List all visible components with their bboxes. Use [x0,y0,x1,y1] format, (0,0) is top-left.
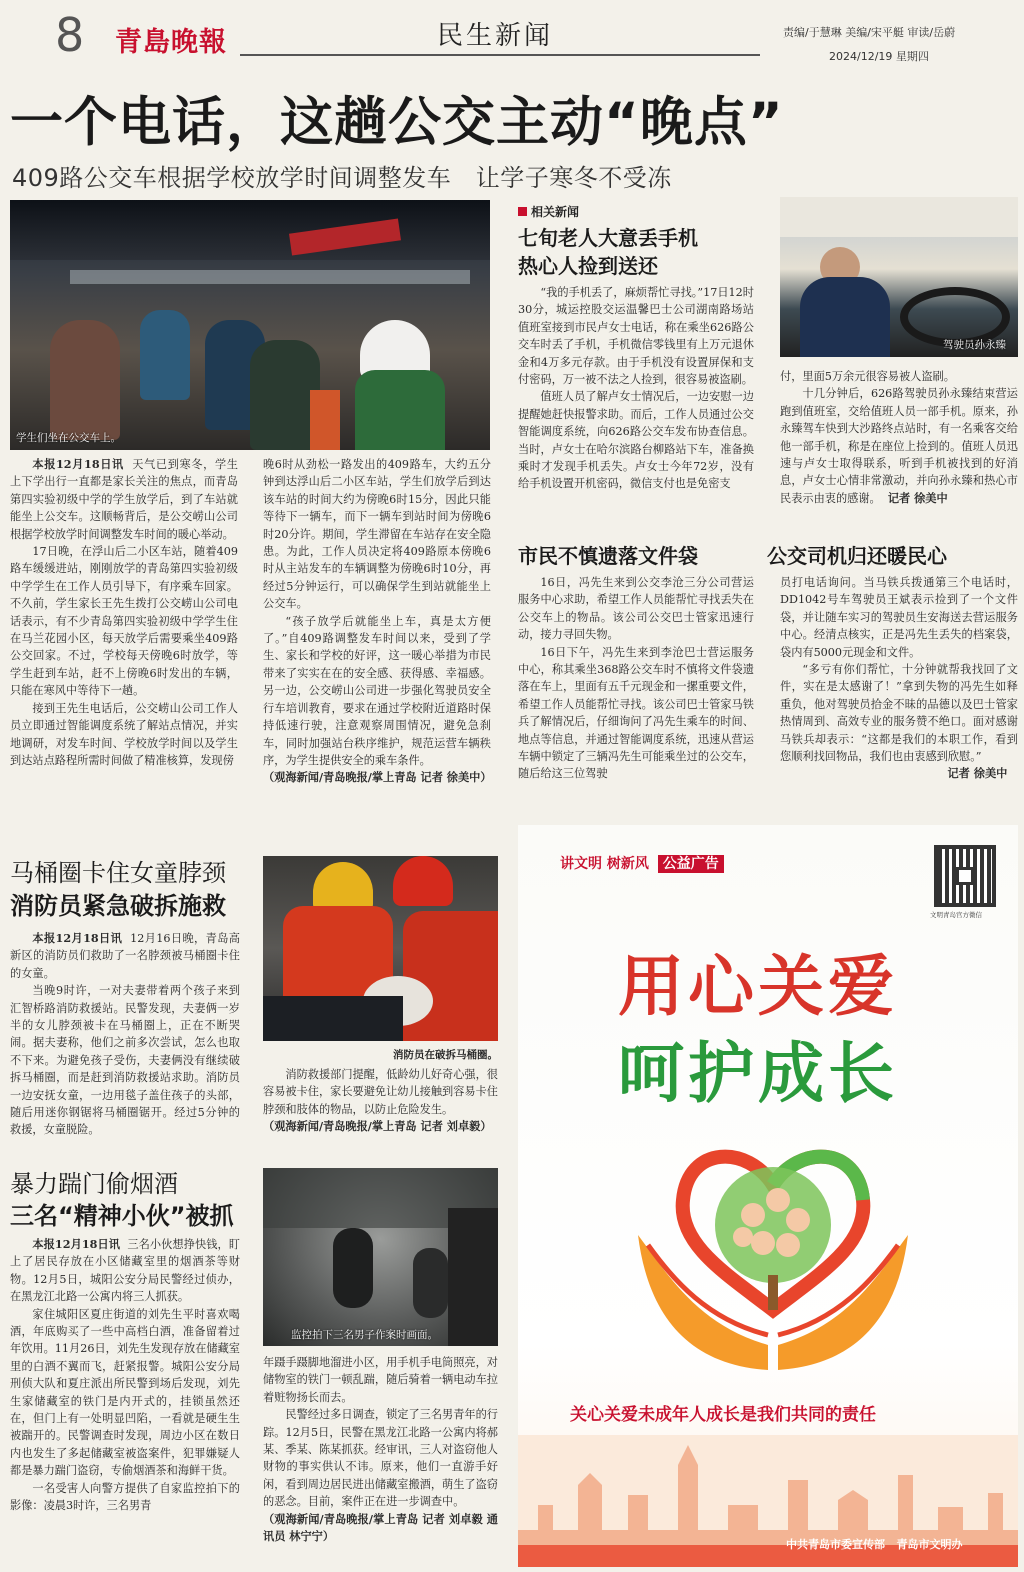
bus-photo-caption: 学生们坐在公交车上。 [16,432,121,444]
public-service-ad [518,825,1018,1567]
lead-col2-p2: “孩子放学后就能坐上车，真是太方便了。”自409路调整发车时间以来，受到了学生、家长和学校的好评，这一暖心举措为市民带来了实实在在的安全感、获得感、幸福感。另一边，公交崂山公司进一步强化驾驶员安全行车培训教育，要求在通过学校附近道路时保持低速行驶，注意观察周围情况，避免急刹车，同时加强站台秩序维护，规范运营车辆秩序，为学生提供安全的乘车条件。 [263,614,491,767]
lead-story-col2 [263,456,491,787]
toilet-p3: 消防救援部门提醒，低龄幼儿好奇心强，很容易被卡住，家长要避免让幼儿接触到容易卡住脖颈和肢体的物品，以防止危险发生。 [263,1068,498,1116]
related-p3: 付，里面5万余元很容易被人盗刷。 [780,370,955,383]
toilet-col1 [10,930,240,1139]
theft-headline-2: 三名“精神小伙”被抓 [10,1202,234,1230]
document-p3: 员打电话询问。当马铁兵拨通第三个电话时，DD1042号车驾驶员王斌表示捡到了一个文件袋，并让随车实习的驾驶员生安海送去营运服务中心。经清点核实，正是冯先生丢失的档案袋，袋内有5000元现金和文件。 [780,576,1018,659]
related-credit: 记者 徐美中 [887,490,948,505]
theft-p1: 三名小伙想挣快钱，盯上了居民存放在小区储藏室里的烟酒茶等财物。12月5日，城阳公安分局民警经过侦办，在黑龙江北路一公寓内将三人抓获。 [10,1238,240,1304]
theft-p4: 年蹑手蹑脚地溜进小区，用手机手电筒照亮，对储物室的铁门一顿乱踹，随后骑着一辆电动车拉着赃物扬长而去。 [263,1356,498,1404]
surveillance-photo [263,1168,498,1346]
lead-dateline: 本报12月18日讯 [32,457,124,471]
masthead-logo: 青島晚報 [115,27,227,58]
document-headline-right: 公交司机归还暖民心 [767,544,947,568]
theft-p3: 一名受害人向警方提供了自家监控拍下的影像：凌晨3时许，三名男青 [10,1481,240,1513]
document-p2: 16日下午，冯先生来到李沧巴士营运服务中心，称其乘坐368路公交车时不慎将文件袋遗落在车上，里面有五千元现金和一摞重要文件，希望工作人员能帮忙寻找。该公司巴士管家马铁兵了解情况后，仔细询问了冯先生乘车的时间、地点等信息，并通过智能调度系统，迅速从营运车辆中锁定了三辆冯先生可能乘坐过的公交车，随后给这三位驾驶 [518,645,754,781]
section-title: 民生新闻 [437,21,554,51]
ad-title-1: 用心关爱 [618,948,898,1025]
related-p1: “我的手机丢了，麻烦帮忙寻找。”17日12时30分，城运控股交运温馨巴士公司湖南路场站值班室接到市民卢女士电话，称在乘坐626路公交车时丢了手机，手机微信零钱里有上万元退休金和4万多元存款。由于手机没有设置屏保和支付密码，万一被不法之人捡到，很容易被盗刷。 [518,286,754,387]
page-number: 8 [55,8,85,62]
toilet-headline-2: 消防员紧急破拆施救 [10,892,226,920]
document-credit: 记者 徐美中 [947,766,1008,781]
lead-story-col1 [10,456,238,769]
document-p4: “多亏有你们帮忙，十分钟就帮我找回了文件，实在是太感谢了！”拿到失物的冯先生如释重负，他对驾驶员拾金不昧的品德以及巴士管家热情周到、高效专业的服务赞不绝口。面对感谢马铁兵却表示：“这都是我们的本职工作，看到您顺利找回物品，我们也由衷感到欣慰。” [780,663,1018,764]
document-headline-left: 市民不慎遗落文件袋 [518,544,698,568]
document-p1: 16日，冯先生来到公交李沧三分公司营运服务中心求助，希望工作人员能帮忙寻找丢失在公交车上的物品。该公司公交巴士管家迅速行动，接力寻回失物。 [518,576,754,642]
theft-credit: （观海新闻/青岛晚报/掌上青岛 记者 刘卓毅 通讯员 林宁宁） [263,1511,498,1544]
hands-heart-illustration [628,1125,918,1375]
document-col2 [780,574,1018,783]
lead-col1-p2: 17日晚，在浮山后二小区车站，随着409路车缓缓进站，刚刚放学的青岛第四实验初级中学学生在工作人员引导下，有序乘车回家。不久前，学生家长王先生拨打公交崂山公司电话表示，有不少青岛第四实验初级中学学生住在马兰花园小区，每天放学后需要乘坐409路公交回家。不过，学校每天傍晚6时放学，等学生赶到车站，赶不上傍晚6时发出的车辆，只能在寒风中等待下一趟。 [10,545,238,698]
lead-credit: （观海新闻/青岛晚报/掌上青岛 记者 徐美中） [263,770,492,785]
toilet-p1: 12月16日晚，青岛高新区的消防员们救助了一名脖颈被马桶圈卡住的女童。 [10,932,240,980]
ad-tagline: 关心关爱未成年人成长是我们共同的责任 [570,1405,876,1425]
bus-photo [10,200,490,450]
lead-col1-p1: 天气已到寒冬，学生上下学出行一直都是家长关注的焦点，而青岛第四实验初级中学的学生放学后，到了车站就能坐上公交车。这顺畅背后，是公交崂山公司根据学校放学时间调整发车时间的暖心举动。 [10,458,238,541]
related-p2: 值班人员了解卢女士情况后，一边安慰一边提醒她赶快报警求助。而后，工作人员通过公交智能调度系统，向626路公交车发布协查信息。当时，卢女士在哈尔滨路台柳路站下车，准备换乘时才发现手机丢失。卢女士今年72岁，没有给手机设置开机密码，微信支付也是免密支 [518,390,754,491]
driver-photo [780,197,1018,357]
ad-slogan: 讲文明 树新风 公益广告 [560,853,724,873]
theft-headline-1: 暴力踹门偷烟酒 [10,1170,178,1198]
lead-subheadline: 409路公交车根据学校放学时间调整发车 让学子寒冬不受冻 [12,164,672,192]
related-headline-2: 热心人捡到送还 [518,254,658,278]
header-rule [240,54,760,56]
lead-col1-p3: 接到王先生电话后，公交崂山公司工作人员立即通过智能调度系统了解站点情况，并实地调研，对发车时间、学校放学时间以及学生到达站点路程所需时间做了精准核算，发现傍 [10,701,238,767]
theft-p2: 家住城阳区夏庄街道的刘先生平时喜欢喝酒，年底购买了一些中高档白酒，准备留着过年饮用。11月26日，刘先生发现存放在储藏室里的白酒不翼而飞，赶紧报警。城阳公安分局刑侦大队和夏庄派出所民警到场后发现，刘先生家储藏室的铁门是内开式的，挂锁虽然还在，但门上有一处明显凹陷，一看就是硬生生被踹开的。民警调查时发现，周边小区在数日内也发生了多起储藏室被盗案件，犯罪嫌疑人都是暴力踹门盗窃，专偷烟酒茶和海鲜干货。 [10,1307,240,1478]
toilet-dateline: 本报12月18日讯 [32,931,123,945]
document-col1 [518,574,754,783]
date-line: 2024/12/19 星期四 [829,50,929,63]
related-p4: 十几分钟后，626路驾驶员孙永臻结束营运跑到值班室，交给值班人员一部手机。原来，孙永臻驾车快到大沙路终点站时，有一名乘客交给他一部手机，称是在座位上捡到的。值班人员迅速与卢女士取得联系，听到手机被找到的好消息，卢女士心情非常激动，并向孙永臻和热心市民表示由衷的感谢。 [780,387,1018,505]
toilet-p2: 当晚9时许，一对夫妻带着两个孩子来到汇智桥路消防救援站。民警发现，夫妻俩一岁半的女儿脖颈被卡在马桶圈上，正在不断哭闹。据夫妻称，他们之前多次尝试，怎么也取不下来。为避免孩子受伤，夫妻俩没有继续破拆马桶圈，而是赶到消防救援站求助。消防员一边安抚女童，一边用毯子盖住孩子的头部，随后用迷你钢锯将马桶圈锯开。经过5分钟的救援，女童脱险。 [10,984,240,1137]
qr-code [934,845,996,907]
related-col1 [518,284,754,493]
related-headline-1: 七旬老人大意丢手机 [518,226,698,250]
lead-col2-p1: 晚6时从劲松一路发出的409路车，大约五分钟到达浮山后二小区车站，学生们放学后到达该车站的时间大约为傍晚6时15分，因此只能等待下一辆车，而下一辆车到站时间为傍晚6时20分许。期间，学生滞留在车站存在安全隐患。为此，工作人员决定将409路原本傍晚6时从主站发车的车辆调整为傍晚6时10分，再经过5分钟运行，可以确保学生到站就能坐上公交车。 [263,458,491,611]
firefighter-caption: 消防员在破拆马桶圈。 [393,1049,498,1061]
toilet-headline-1: 马桶圈卡住女童脖颈 [10,859,226,887]
theft-p5: 民警经过多日调查，锁定了三名男青年的行踪。12月5日，民警在黑龙江北路一公寓内将郝某、季某、陈某抓获。经审讯，三人对盗窃他人财物的事实供认不讳。原来，他们一直游手好闲，看到周边居民进出储藏室搬酒，萌生了盗窃的恶念。目前，案件正在进一步调查中。 [263,1408,498,1509]
editors-line: 责编/于慧琳 美编/宋平艇 审读/岳蔚 [783,26,956,39]
ad-sponsor: 中共青岛市委宣传部 青岛市文明办 [786,1538,963,1551]
toilet-col2 [263,1066,498,1136]
ad-tag: 公益广告 [658,855,724,873]
firefighter-photo [263,856,498,1041]
related-col2 [780,368,1018,507]
theft-col1 [10,1236,240,1515]
ad-title-2: 呵护成长 [618,1035,898,1112]
surveillance-caption: 监控拍下三名男子作案时画面。 [291,1329,438,1341]
related-tag: 相关新闻 [518,203,579,220]
lead-headline: 一个电话，这趟公交主动“晚点” [10,92,784,153]
toilet-credit: （观海新闻/青岛晚报/掌上青岛 记者 刘卓毅） [263,1119,492,1134]
theft-dateline: 本报12月18日讯 [32,1237,121,1251]
theft-col2 [263,1354,498,1545]
qr-label: 文明青岛官方微信 [930,911,982,919]
driver-photo-caption: 驾驶员孙永臻 [943,339,1006,351]
